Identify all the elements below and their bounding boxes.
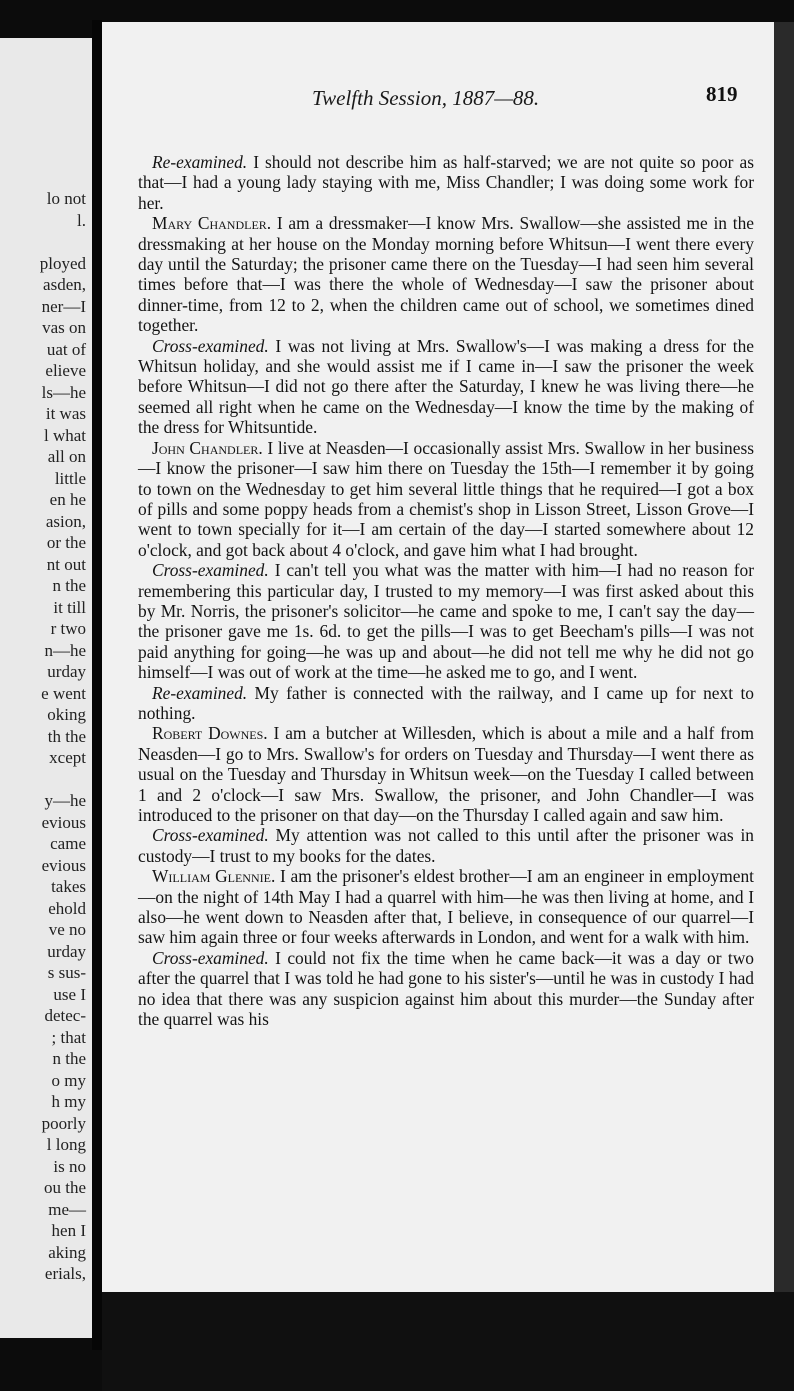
- testimony-text: I could not fix the time when he came back—it was a day or two after the quarrel that I was told he had gone to his sister's—until he was in custody I had no idea that there was any suspicion against him about this murder—the Sunday after the quarrel was his: [138, 947, 754, 1030]
- testimony-text: I live at Neasden—I occasionally assist Mrs. Swallow in her business—I know the prisoner—I saw him there on Tuesday the 15th—I remember it by going to town on the Wednesday to get him several little things that he required—I got a box of pills and some poppy heads from a chemist's shop in Lisson Street, Lisson Grove—I went to town specially for it—I am certain of the day—I started somewhere about 12 o'clock, and got back about 4 o'clock, and gave him what I had brought.: [138, 437, 755, 560]
- facing-page-line: y—he: [44, 791, 86, 810]
- facing-page-line: [0, 231, 92, 253]
- running-head: Twelfth Session, 1887—88.: [312, 86, 540, 110]
- facing-page-line: evious: [41, 855, 86, 875]
- examination-label: Cross-examined.: [152, 947, 269, 968]
- facing-page-line: l.: [77, 210, 86, 230]
- facing-page-line: ls—he: [41, 382, 86, 402]
- examination-label: Cross-examined.: [152, 560, 269, 581]
- facing-page-line: is no: [53, 1156, 86, 1176]
- testimony-paragraph: [138, 438, 754, 560]
- witness-name: Mary Chandler.: [152, 213, 272, 234]
- facing-page-line: e went: [41, 683, 86, 703]
- facing-page-line: th the: [47, 726, 86, 746]
- facing-page-line: aking: [48, 1242, 86, 1262]
- testimony-text: I can't tell you what was the matter with him—I had no reason for remembering this particular day, I trusted to my memory—I was first asked about this by Mr. Norris, the prisoner's solicitor—he came and spoke to me, I can't say the day—the prisoner gave me 1s. 6d. to get the pills—I was to get Beecham's pills—I was not paid anything for going—he was up and about—he did not tell me why he did not go himself—I was out of work at the time—he asked me to go, and I went.: [138, 560, 754, 683]
- facing-page-line: ; that: [51, 1027, 86, 1047]
- facing-page-line: [0, 769, 92, 791]
- witness-name: John Chandler.: [152, 437, 263, 458]
- testimony-paragraph: [138, 213, 754, 335]
- facing-page-line: xcept: [49, 748, 86, 767]
- facing-page-line: urday: [47, 941, 86, 961]
- facing-page-line: r two: [50, 619, 86, 638]
- testimony-paragraph: [138, 825, 754, 866]
- facing-page-line: n the: [52, 576, 86, 595]
- facing-page-line: h my: [51, 1092, 86, 1111]
- facing-page-line: asden,: [43, 275, 86, 294]
- examination-label: Cross-examined.: [152, 335, 269, 356]
- facing-page-line: n—he: [44, 640, 86, 660]
- facing-page-line: it was: [45, 404, 86, 423]
- testimony-paragraph: [138, 866, 754, 948]
- testimony-text: I should not describe him as half-starved; we are not quite so poor as that—I had a young lady staying with me, Miss Chandler; I was doing some work for her.: [138, 152, 754, 213]
- testimony-paragraph: [138, 723, 754, 825]
- facing-page-line: takes: [51, 877, 86, 896]
- testimony-paragraph: [138, 948, 754, 1030]
- facing-page-line: evious: [41, 812, 86, 832]
- testimony-text: I was not living at Mrs. Swallow's—I was making a dress for the Whitsun holiday, and she would assist me if I came in—I saw the prisoner the week before Whitsun—I did not go there after the Saturday, I knew he was living there—he seemed all right when he came on the Wednesday—I know the time by the making of the dress for Whitsuntide.: [138, 335, 755, 438]
- facing-page-line: s sus-: [47, 963, 86, 982]
- book-page: [102, 22, 774, 1292]
- witness-name: William Glennie.: [152, 866, 276, 887]
- page-edge: [774, 22, 794, 1292]
- facing-page-line: ou the: [43, 1178, 86, 1197]
- facing-page-line: oking: [47, 705, 86, 724]
- facing-page-line: o my: [51, 1070, 86, 1090]
- facing-page-line: en he: [49, 490, 86, 509]
- facing-page-line: uаt of: [46, 339, 86, 359]
- facing-page-line: ve no: [48, 920, 86, 939]
- examination-label: Cross-examined.: [152, 825, 269, 846]
- facing-page-text: [0, 188, 92, 1285]
- testimony-paragraph: [138, 336, 754, 438]
- scan-background: [102, 1292, 794, 1391]
- facing-page-line: erials,: [44, 1264, 86, 1283]
- facing-page-line: me—: [48, 1199, 86, 1219]
- testimony-text: I am a dressmaker—I know Mrs. Swallow—she assisted me in the dressmaking at her house on the Monday morning before Whitsun—I went there every day until the Saturday; the prisoner came there on the Tuesday—I had seen him several times before that—I was there the whole of Wednesday—I saw the prisoner about dinner-time, from 12 to 2, when the children came out of school, we sometimes dined together.: [138, 213, 754, 336]
- facing-page-line: or the: [46, 533, 86, 552]
- facing-page-line: elieve: [45, 361, 86, 380]
- witness-name: Robert Downes.: [152, 723, 268, 744]
- facing-page-line: hen I: [51, 1221, 86, 1240]
- testimony-text: My father is connected with the railway, and I came up for next to nothing.: [138, 682, 754, 723]
- facing-page-line: ployed: [39, 253, 86, 273]
- testimony-text: I am a butcher at Willesden, which is about a mile and a half from Neasden—I go to Mrs. Swallow's for orders on Tuesday and Thursday—I went there as usual on the Tuesday and Thursday in Whitsun week—on the Tuesday I called between 1 and 2 o'clock—I saw Mrs. Swallow, the prisoner, and John Chandler—I was introduced to the prisoner on that day—on the Thursday I called again and saw him.: [138, 723, 754, 825]
- page-body: [138, 152, 754, 1029]
- facing-page-line: urday: [47, 662, 86, 681]
- facing-page-line: vas on: [42, 318, 86, 337]
- facing-page-line: it till: [53, 597, 86, 617]
- facing-page-line: poorly: [41, 1113, 86, 1133]
- facing-page-line: l long: [46, 1135, 86, 1154]
- testimony-paragraph: [138, 152, 754, 213]
- facing-page-line: nt out: [46, 554, 86, 574]
- facing-page-line: n the: [52, 1049, 86, 1068]
- examination-label: Re-examined.: [152, 152, 248, 172]
- page-header: [102, 82, 774, 116]
- testimony-paragraph: [138, 560, 754, 682]
- facing-page: [0, 38, 92, 1338]
- facing-page-line: all on: [47, 447, 86, 466]
- testimony-text: I am the prisoner's eldest brother—I am an engineer in employment—on the night of 14th May I had a quarrel with him—he was then living at home, and I also—he went down to Neasden after that, I believe, in consequence of our quarrel—I saw him again three or four weeks afterwards in London, and went for a walk with him.: [138, 866, 754, 948]
- facing-page-line: l what: [43, 425, 86, 445]
- facing-page-line: detec-: [44, 1006, 86, 1025]
- book-gutter: [92, 20, 102, 1350]
- facing-page-line: lo not: [46, 189, 86, 208]
- facing-page-line: ehold: [48, 898, 86, 918]
- facing-page-line: little: [54, 468, 86, 488]
- examination-label: Re-examined.: [152, 682, 248, 703]
- facing-page-line: ner—I: [41, 296, 86, 316]
- testimony-paragraph: [138, 683, 754, 724]
- facing-page-line: use I: [53, 984, 86, 1004]
- facing-page-line: asion,: [45, 511, 86, 531]
- testimony-text: My attention was not called to this until after the prisoner was in custody—I trust to my books for the dates.: [138, 825, 754, 866]
- facing-page-line: came: [50, 834, 86, 853]
- page-number: 819: [706, 82, 738, 106]
